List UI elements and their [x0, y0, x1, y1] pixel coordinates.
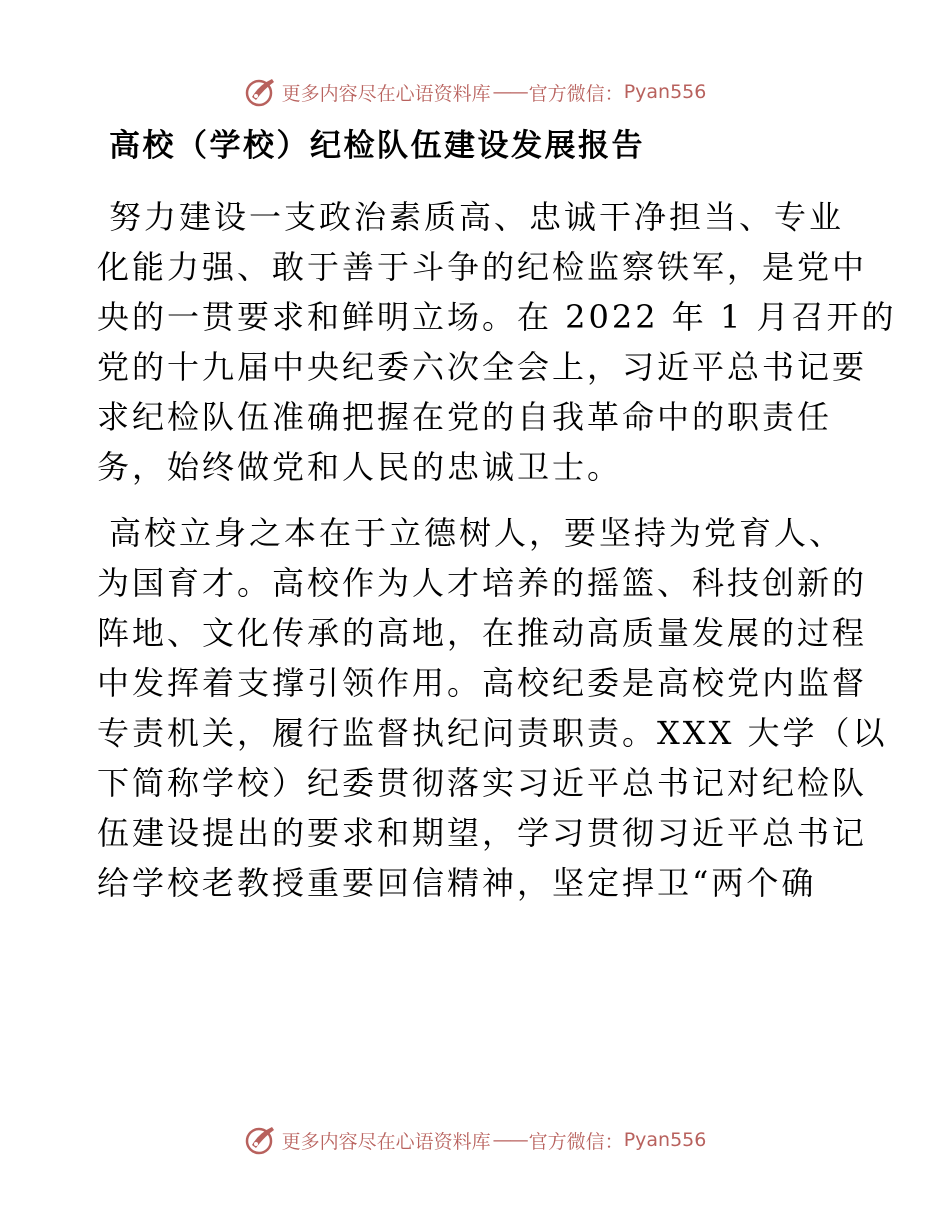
paragraph-1 [97, 192, 897, 492]
document-body [97, 118, 897, 908]
paragraph-line: 努力建设一支政治素质高、忠诚干净担当、专业 [109, 198, 845, 236]
pen-logo-icon [244, 1123, 278, 1157]
document-title: 高校（学校）纪检队伍建设发展报告 [109, 128, 645, 164]
watermark-banner-bottom [0, 1120, 950, 1160]
paragraph-line: 阵地、文化传承的高地，在推动高质量发展的过程 [97, 614, 868, 652]
paragraph-line: 下简称学校）纪委贯彻落实习近平总书记对纪检队 [97, 764, 868, 802]
paragraph-line: 化能力强、敢于善于斗争的纪检监察铁军，是党中 [97, 248, 868, 286]
paragraph-line: 务，始终做党和人民的忠诚卫士。 [97, 448, 623, 486]
banner-label: 官方微信： [528, 1130, 624, 1153]
banner-wechat: Pyan556 [623, 1129, 707, 1151]
paragraph-line: 高校立身之本在于立德树人，要坚持为党育人、 [109, 514, 845, 552]
paragraph-line: 为国育才。高校作为人才培养的摇篮、科技创新的 [97, 564, 868, 602]
banner-label: 官方微信： [528, 82, 624, 105]
paragraph-2 [97, 508, 888, 908]
banner-separator: —— [492, 1129, 527, 1151]
paragraph-line: 中发挥着支撑引领作用。高校纪委是高校党内监督 [97, 664, 868, 702]
banner-text: 更多内容尽在心语资料库 [281, 1130, 491, 1153]
paragraph-line: 求纪检队伍准确把握在党的自我革命中的职责任 [97, 398, 833, 436]
banner-separator: —— [492, 81, 527, 103]
banner-text: 更多内容尽在心语资料库 [281, 82, 491, 105]
pen-logo-icon [244, 75, 278, 109]
watermark-banner-top [0, 72, 950, 112]
paragraph-line: 给学校老教授重要回信精神，坚定捍卫“两个确 [97, 864, 817, 902]
paragraph-line: 党的十九届中央纪委六次全会上，习近平总书记要 [97, 348, 868, 386]
paragraph-line: 专责机关，履行监督执纪问责职责。XXX 大学（以 [97, 714, 888, 752]
banner-wechat: Pyan556 [623, 81, 707, 103]
paragraph-line: 伍建设提出的要求和期望，学习贯彻习近平总书记 [97, 814, 868, 852]
paragraph-line: 央的一贯要求和鲜明立场。在 2022 年 1 月召开的 [97, 298, 897, 336]
